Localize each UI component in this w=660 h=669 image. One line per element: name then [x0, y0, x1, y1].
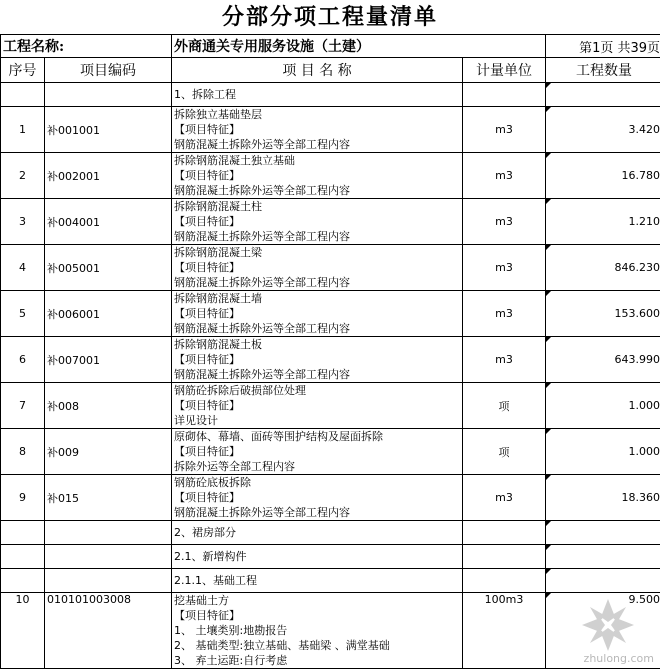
- cell-name-line: 钢筋混凝土拆除外运等全部工程内容: [174, 184, 351, 197]
- cell-name-line: 【项目特征】: [174, 215, 241, 228]
- cell-unit: [463, 521, 546, 545]
- header-name: 项 目 名 称: [172, 58, 463, 83]
- cell-name-line: 2、 基础类型:独立基础、基础梁 、满堂基础: [174, 639, 390, 652]
- cell-seq: [1, 521, 45, 545]
- cell-qty: [546, 475, 660, 521]
- cell-qty: [546, 521, 660, 545]
- cell-qty-value: 9.500: [628, 593, 660, 606]
- cell-name-line: 钢筋混凝土拆除外运等全部工程内容: [174, 368, 351, 381]
- cell-name: [172, 545, 463, 569]
- cell-qty-value: 3.420: [628, 123, 660, 136]
- cell-seq: [1, 569, 45, 593]
- cell-qty: [546, 429, 660, 475]
- cell-name: [172, 383, 463, 429]
- cell-name-line: 【项目特征】: [174, 261, 241, 274]
- section-row: [1, 545, 660, 569]
- table-row: [1, 475, 660, 521]
- cell-code: [45, 83, 172, 107]
- cell-name-line: 挖基础土方: [174, 594, 230, 607]
- cell-code: 补007001: [45, 337, 172, 383]
- project-name-label: 工程名称:: [1, 35, 172, 58]
- cell-qty-value: 846.230: [614, 261, 660, 274]
- section-row: [1, 521, 660, 545]
- cell-comment-marker: [546, 291, 551, 296]
- table-row: [1, 199, 660, 245]
- cell-code: 补004001: [45, 199, 172, 245]
- watermark-text: zhulong.com: [583, 652, 654, 665]
- cell-name-line: 钢筋混凝土拆除外运等全部工程内容: [174, 322, 351, 335]
- cell-comment-marker: [546, 199, 551, 204]
- cell-name-line: 拆除外运等全部工程内容: [174, 460, 296, 473]
- cell-name: [172, 521, 463, 545]
- cell-comment-marker: [546, 593, 551, 598]
- cell-unit: 项: [463, 429, 546, 475]
- cell-code: [45, 545, 172, 569]
- cell-name-line: 钢筋混凝土拆除外运等全部工程内容: [174, 276, 351, 289]
- cell-seq: 3: [1, 199, 45, 245]
- cell-name: [172, 245, 463, 291]
- cell-name-line: 3、 弃土运距:自行考虑: [174, 654, 288, 667]
- cell-name-line: 1、 土壤类别:地勘报告: [174, 624, 288, 637]
- cell-name-line: 拆除独立基础垫层: [174, 108, 263, 121]
- table-row: [1, 291, 660, 337]
- cell-qty-value: 1.210: [628, 215, 660, 228]
- cell-name: [172, 107, 463, 153]
- cell-name-line: 拆除钢筋混凝土柱: [174, 200, 263, 213]
- cell-qty-value: 153.600: [614, 307, 660, 320]
- cell-name-line: 拆除钢筋混凝土板: [174, 338, 263, 351]
- cell-name-line: 原砌体、幕墙、面砖等围护结构及屋面拆除: [174, 430, 384, 443]
- cell-code: 010101003008: [45, 593, 172, 669]
- cell-comment-marker: [546, 153, 551, 158]
- cell-name: [172, 199, 463, 245]
- header-row: [1, 58, 660, 83]
- cell-comment-marker: [546, 383, 551, 388]
- cell-name-line: 2.1.1、基础工程: [174, 574, 258, 587]
- cell-comment-marker: [546, 429, 551, 434]
- cell-name-line: 拆除钢筋混凝土墙: [174, 292, 263, 305]
- header-code: 项目编码: [45, 58, 172, 83]
- cell-name-line: 【项目特征】: [174, 353, 241, 366]
- table-row: [1, 383, 660, 429]
- cell-unit: m3: [463, 199, 546, 245]
- cell-name-line: 【项目特征】: [174, 491, 241, 504]
- cell-code: 补001001: [45, 107, 172, 153]
- table-row: [1, 153, 660, 199]
- bill-of-quantities-table: [0, 34, 660, 669]
- cell-code: 补005001: [45, 245, 172, 291]
- cell-qty: [546, 545, 660, 569]
- cell-code: 补006001: [45, 291, 172, 337]
- cell-unit: [463, 545, 546, 569]
- table-row: [1, 429, 660, 475]
- cell-qty-value: 16.780: [621, 169, 660, 182]
- cell-qty-value: 18.360: [621, 491, 660, 504]
- cell-comment-marker: [546, 475, 551, 480]
- section-row: [1, 569, 660, 593]
- cell-name-line: 【项目特征】: [174, 307, 241, 320]
- section-row: [1, 83, 660, 107]
- cell-name-line: 【项目特征】: [174, 609, 241, 622]
- cell-name: [172, 83, 463, 107]
- header-seq: 序号: [1, 58, 45, 83]
- cell-unit: m3: [463, 337, 546, 383]
- page-title: 分部分项工程量清单: [221, 4, 438, 30]
- table-row: [1, 107, 660, 153]
- cell-comment-marker: [546, 107, 551, 112]
- cell-qty: [546, 83, 660, 107]
- cell-unit: m3: [463, 153, 546, 199]
- cell-qty-value: 1.000: [628, 445, 660, 458]
- cell-name: [172, 593, 463, 669]
- cell-unit: [463, 83, 546, 107]
- cell-name: [172, 291, 463, 337]
- cell-code: [45, 521, 172, 545]
- cell-qty: [546, 569, 660, 593]
- cell-qty: [546, 107, 660, 153]
- cell-unit: m3: [463, 475, 546, 521]
- project-info-row: [1, 35, 660, 58]
- cell-seq: 7: [1, 383, 45, 429]
- cell-unit: m3: [463, 107, 546, 153]
- cell-name-line: 钢筋砼底板拆除: [174, 476, 252, 489]
- cell-code: 补002001: [45, 153, 172, 199]
- cell-name-line: 【项目特征】: [174, 123, 241, 136]
- cell-qty: [546, 337, 660, 383]
- cell-unit: m3: [463, 291, 546, 337]
- cell-comment-marker: [546, 83, 551, 88]
- cell-seq: 9: [1, 475, 45, 521]
- cell-name-line: 钢筋混凝土拆除外运等全部工程内容: [174, 230, 351, 243]
- table-row: [1, 337, 660, 383]
- cell-name-line: 【项目特征】: [174, 445, 241, 458]
- cell-comment-marker: [546, 545, 551, 550]
- header-unit: 计量单位: [463, 58, 546, 83]
- cell-comment-marker: [546, 569, 551, 574]
- cell-name: [172, 429, 463, 475]
- cell-qty: [546, 291, 660, 337]
- cell-unit: [463, 569, 546, 593]
- page-info: 第1页 共39页: [546, 35, 660, 58]
- cell-code: 补015: [45, 475, 172, 521]
- cell-code: 补009: [45, 429, 172, 475]
- cell-comment-marker: [546, 245, 551, 250]
- cell-seq: 10: [1, 593, 45, 669]
- cell-qty: [546, 245, 660, 291]
- cell-name-line: 拆除钢筋混凝土梁: [174, 246, 263, 259]
- header-qty: 工程数量: [546, 58, 660, 83]
- cell-name-line: 拆除钢筋混凝土独立基础: [174, 154, 296, 167]
- table-row: [1, 245, 660, 291]
- cell-name-line: 【项目特征】: [174, 169, 241, 182]
- cell-code: [45, 569, 172, 593]
- cell-name-line: 2.1、新增构件: [174, 550, 247, 563]
- cell-unit: 100m3: [463, 593, 546, 669]
- cell-qty: [546, 199, 660, 245]
- cell-seq: 2: [1, 153, 45, 199]
- cell-seq: 5: [1, 291, 45, 337]
- cell-name-line: 钢筋混凝土拆除外运等全部工程内容: [174, 506, 351, 519]
- cell-qty: [546, 153, 660, 199]
- cell-comment-marker: [546, 337, 551, 342]
- cell-qty-value: 1.000: [628, 399, 660, 412]
- cell-qty-value: 643.990: [614, 353, 660, 366]
- project-name-value: 外商通关专用服务设施（土建）: [172, 35, 546, 58]
- cell-unit: 项: [463, 383, 546, 429]
- cell-name-line: 【项目特征】: [174, 399, 241, 412]
- cell-qty: [546, 383, 660, 429]
- cell-name: [172, 337, 463, 383]
- cell-name-line: 钢筋砼拆除后破损部位处理: [174, 384, 307, 397]
- cell-seq: 1: [1, 107, 45, 153]
- cell-name-line: 2、裙房部分: [174, 526, 237, 539]
- cell-name-line: 1、拆除工程: [174, 88, 237, 101]
- cell-unit: m3: [463, 245, 546, 291]
- cell-code: 补008: [45, 383, 172, 429]
- cell-seq: 4: [1, 245, 45, 291]
- cell-name: [172, 153, 463, 199]
- cell-name: [172, 569, 463, 593]
- cell-seq: 6: [1, 337, 45, 383]
- cell-comment-marker: [546, 521, 551, 526]
- cell-name-line: 钢筋混凝土拆除外运等全部工程内容: [174, 138, 351, 151]
- cell-seq: [1, 83, 45, 107]
- cell-name-line: 详见设计: [174, 414, 219, 427]
- cell-seq: [1, 545, 45, 569]
- cell-seq: 8: [1, 429, 45, 475]
- cell-name: [172, 475, 463, 521]
